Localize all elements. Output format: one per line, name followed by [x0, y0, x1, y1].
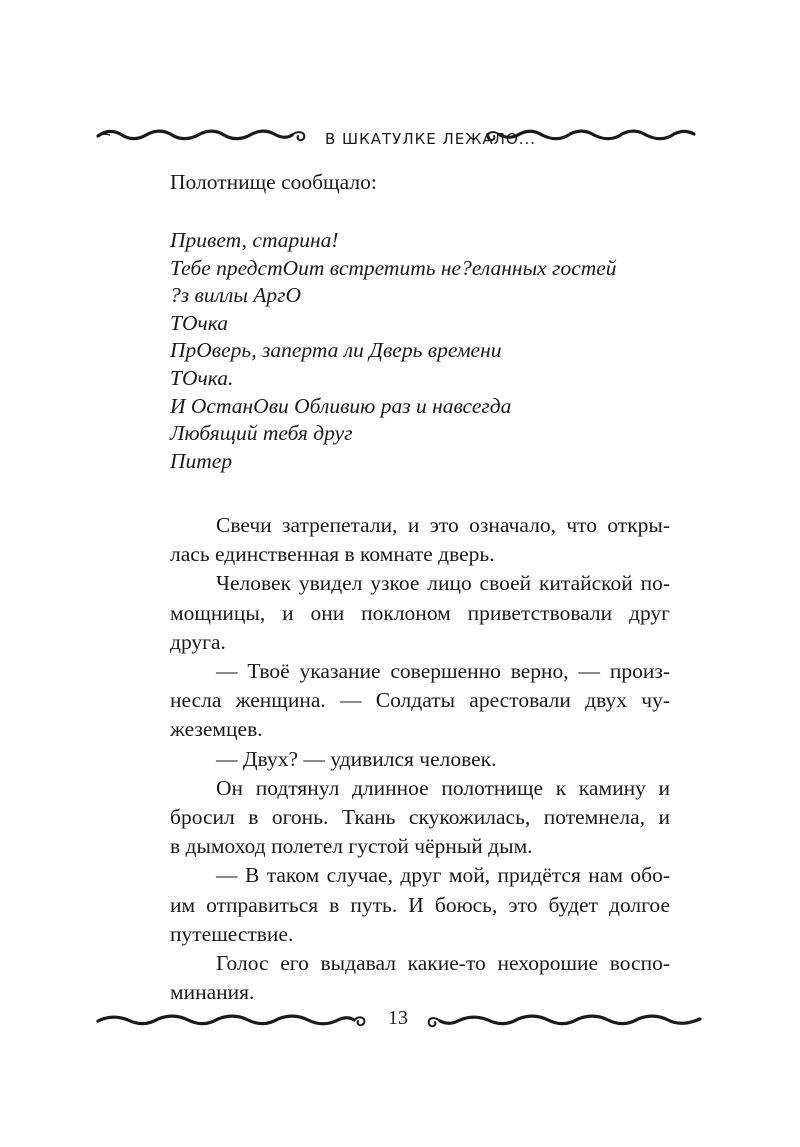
- text-line: путешествие.: [170, 921, 294, 946]
- text-line: в дымоход полетел густой чёрный дым.: [170, 834, 533, 859]
- text-line: несла женщина. — Солдаты арестовали двух чу-: [170, 688, 670, 713]
- left-footer-flourish-icon: [96, 1007, 366, 1037]
- letter-line: Любящий тебя друг: [170, 421, 353, 446]
- text-line: бросил в огонь. Ткань скукожилась, потемнела, и: [170, 805, 670, 830]
- letter-line: Питер: [170, 448, 233, 473]
- letter-line: Привет, старина!: [170, 228, 339, 252]
- text-line: — Твоё указание совершенно верно, — произ-: [216, 659, 670, 684]
- text-line: — Двух? — удивился человек.: [216, 746, 497, 771]
- text-line: Человек увидел узкое лицо своей китайской по-: [216, 571, 670, 596]
- paragraph: [124, 657, 670, 745]
- paragraph: [124, 774, 670, 862]
- letter-line: ПрОверь, заперта ли Дверь времени: [170, 338, 502, 363]
- left-flourish-icon: [96, 122, 316, 152]
- letter-line: И ОстанОви Обливию раз и навсегда: [170, 393, 512, 418]
- right-footer-flourish-icon: [426, 1007, 706, 1037]
- text-line: Он подтянул длинное полотнище к камину и: [216, 775, 670, 800]
- text-line: друга.: [170, 629, 226, 654]
- letter-line: ТОчка: [170, 310, 229, 335]
- paragraph: [124, 569, 670, 657]
- text-line: лась единственная в комнате дверь.: [170, 542, 495, 567]
- text-line: — В таком случае, друг мой, придётся нам обо-: [216, 863, 670, 888]
- letter-line: ТОчка.: [170, 365, 234, 390]
- intro-line: Полотнище сообщало:: [170, 170, 377, 194]
- paragraph: [124, 861, 670, 949]
- text-line: Свечи затрепетали, и это означало, что откры-: [216, 513, 670, 537]
- text-line: жеземцев.: [170, 717, 263, 742]
- page-number: 13: [388, 1007, 408, 1029]
- text-line: им отправиться в путь. И боюсь, это будет долгое: [170, 892, 670, 917]
- paragraph: [124, 745, 670, 774]
- letter-line: Тебе предстОит встретить не?еланных гостей: [170, 255, 617, 280]
- text-line: мощницы, и они поклоном приветствовали друг: [170, 600, 670, 625]
- letter-block: [170, 227, 690, 475]
- text-line: минания.: [170, 980, 255, 1005]
- letter-line: ?з виллы АргО: [170, 283, 302, 308]
- paragraph: [124, 949, 670, 1007]
- text-line: Голос его выдавал какие-то нехорошие воспо-: [216, 951, 670, 976]
- body-text: [124, 511, 670, 1007]
- paragraph: [124, 511, 670, 569]
- running-header-title: В ШКАТУЛКЕ ЛЕЖАЛО...: [325, 130, 537, 148]
